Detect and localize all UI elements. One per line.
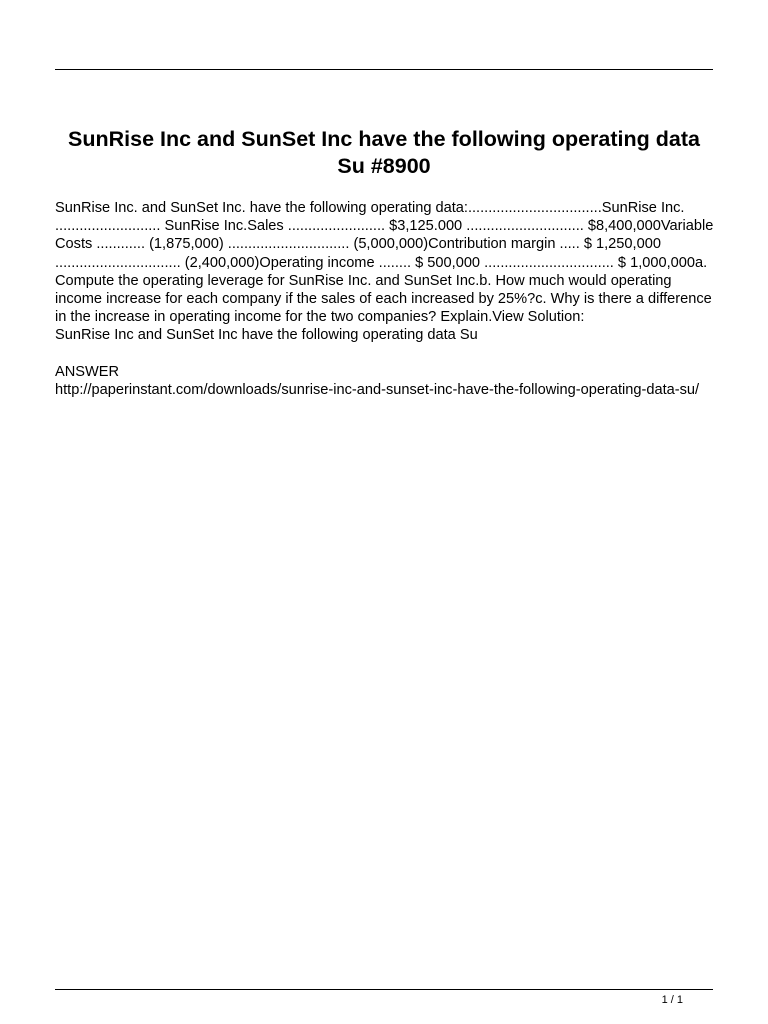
- answer-link[interactable]: http://paperinstant.com/downloads/sunrise-inc-and-sunset-inc-have-the-following-operating-data-su/: [55, 382, 700, 399]
- document-body: [55, 199, 715, 399]
- solution-title: SunRise Inc and SunSet Inc have the following operating data Su: [55, 327, 478, 344]
- page-number: 1 / 1: [661, 994, 683, 1006]
- answer-label: ANSWER: [55, 363, 120, 380]
- question-text: SunRise Inc. and SunSet Inc. have the following operating data:.................................SunRise Inc. .......................... SunRise Inc.Sales ........................ $3,125.000 ............................. $8,400,000Variable Costs ............ (1,875,000) .............................. (5,000,000)Contribution margin ..... $ 1,250,000 ............................... (2,400,000)Operating income ........ $ 500,000 ................................ $ 1,000,000a. Compute the operating leverage for SunRise Inc. and SunSet Inc.b. How much would operating income increase for each company if the sales of each increased by 25%?c. Why is there a difference in the increase in operating income for the two companies? Explain.View Solution:: [55, 200, 714, 326]
- footer-rule: [55, 989, 713, 990]
- header-rule: [55, 69, 713, 70]
- document-title: SunRise Inc and SunSet Inc have the following operating data Su #8900: [68, 127, 700, 178]
